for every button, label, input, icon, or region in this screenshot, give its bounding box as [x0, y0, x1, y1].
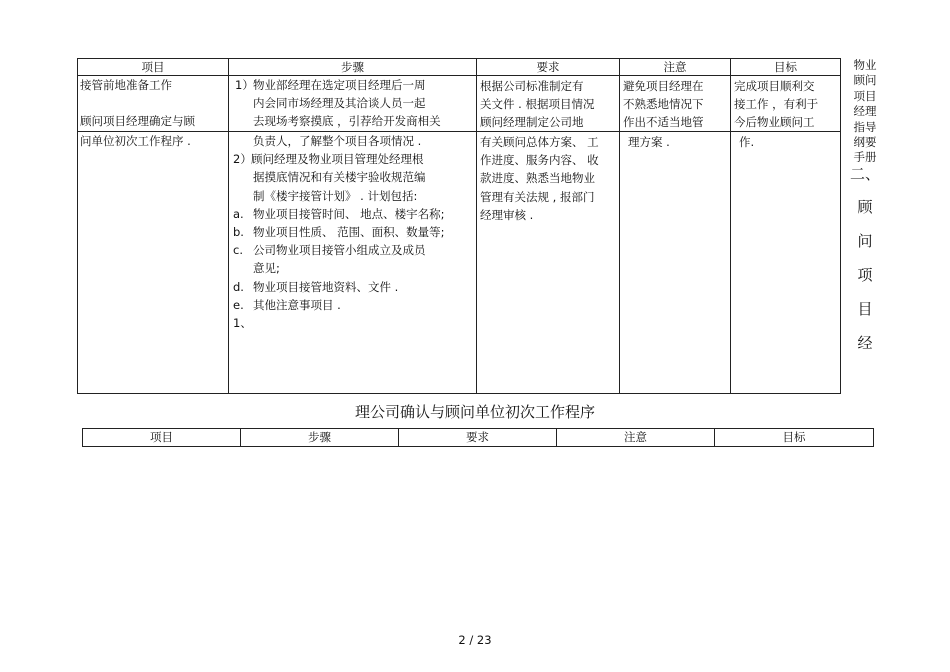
- requirement-line: 管理有关法规 , 报部门: [480, 189, 595, 204]
- requirement-line: 根据公司标准制定有: [480, 79, 584, 93]
- header-note: 注意: [620, 59, 731, 76]
- requirement-line: 有关顾问总体方案、 工: [480, 135, 599, 149]
- step-text: 去现场考察摸底 ，引荐给开发商相关: [253, 114, 441, 128]
- item-label: c.: [233, 243, 243, 258]
- item-label: d.: [233, 279, 244, 294]
- step-number: 1）: [235, 78, 254, 92]
- requirement-line: 款进度、熟悉当地物业: [480, 171, 595, 186]
- side-text-big: 目: [857, 300, 873, 318]
- step-text: 负责人，了解整个项目各项情况 .: [253, 134, 422, 148]
- header-requirement: 要求: [399, 429, 557, 447]
- section-caption: 理公司确认与顾问单位初次工作程序: [354, 403, 595, 421]
- steps-cell: [229, 132, 477, 394]
- item-text: 意见;: [253, 261, 280, 276]
- step-text: 物业部经理在选定项目经理后一周: [253, 78, 426, 92]
- requirement-line: 经理审核 .: [480, 207, 534, 222]
- header-project: 项目: [78, 59, 229, 76]
- side-text-big: 二、: [849, 165, 880, 183]
- header-steps: 步骤: [241, 429, 399, 447]
- table-header-row: [83, 429, 874, 447]
- requirement-line: 顾问经理制定公司地: [480, 115, 584, 129]
- note-line: 避免项目经理在: [623, 79, 704, 93]
- item-text: 物业项目性质、 范围、面积、数量等;: [253, 225, 445, 240]
- item-text: 物业项目接管时间、 地点、楼宇名称;: [253, 206, 445, 221]
- side-text: 指导: [853, 119, 877, 134]
- side-text: 经理: [853, 104, 877, 119]
- requirement-cell: [477, 132, 620, 394]
- project-cell: [78, 132, 229, 394]
- step-text: 据摸底情况和有关楼宇验收规范编: [253, 170, 426, 185]
- note-line: 不熟悉地情况下: [623, 97, 704, 111]
- table-row: [78, 76, 841, 132]
- side-text-big: 顾: [857, 198, 873, 216]
- side-text: 项目: [853, 88, 877, 103]
- procedure-table: [77, 58, 841, 394]
- header-steps: 步骤: [229, 59, 477, 76]
- project-line: 问单位初次工作程序 .: [80, 134, 191, 148]
- step-number: 2）: [233, 152, 252, 167]
- side-text: 物业: [853, 58, 877, 72]
- page-number: 2 / 23: [458, 633, 492, 647]
- item-text: 物业项目接管地资料、文件 .: [253, 279, 399, 294]
- note-line: 理方案 .: [628, 135, 670, 149]
- goal-cell: [731, 76, 841, 132]
- header-goal: 目标: [715, 429, 874, 447]
- note-cell: [620, 76, 731, 132]
- requirement-cell: [477, 76, 620, 132]
- table-row: [78, 132, 841, 394]
- side-text-big: 项: [857, 266, 873, 284]
- item-label: b.: [233, 225, 244, 240]
- procedure-table-2: [82, 428, 874, 447]
- side-text-big: 问: [857, 232, 873, 250]
- step-text: 内会同市场经理及其洽谈人员一起: [253, 96, 426, 110]
- side-title-small: [850, 58, 880, 166]
- header-goal: 目标: [731, 59, 841, 76]
- side-text: 纲要: [853, 135, 877, 150]
- step-text: 顾问经理及物业项目管理处经理根: [251, 152, 424, 167]
- item-label: e.: [233, 297, 244, 312]
- goal-cell: [731, 132, 841, 394]
- project-cell: [78, 76, 229, 132]
- side-text-big: 经: [857, 334, 873, 352]
- step-number: 1、: [233, 316, 252, 331]
- goal-line: 接工作 ，有利于: [734, 97, 819, 111]
- project-line: 接管前地准备工作: [80, 78, 172, 92]
- goal-line: 完成项目顺利交: [734, 79, 815, 93]
- requirement-line: 作进度、服务内容、 收: [480, 153, 599, 168]
- requirement-line: 关文件 . 根据项目情况: [480, 97, 595, 111]
- item-text: 公司物业项目接管小组成立及成员: [253, 243, 426, 258]
- step-text: 制《楼宇接管计划》 . 计划包括:: [253, 188, 418, 203]
- note-cell: [620, 132, 731, 394]
- item-text: 其他注意事项目 .: [253, 297, 341, 312]
- note-line: 作出不适当地管: [623, 115, 704, 129]
- header-project: 项目: [83, 429, 241, 447]
- goal-line: 今后物业顾问工: [734, 115, 815, 129]
- item-label: a.: [233, 206, 244, 221]
- goal-line: 作.: [739, 135, 755, 149]
- side-text: 顾问: [853, 73, 877, 88]
- header-requirement: 要求: [477, 59, 620, 76]
- project-line: 顾问项目经理确定与顾: [80, 114, 195, 128]
- side-text: 手册: [853, 150, 877, 165]
- steps-cell: [229, 76, 477, 132]
- header-note: 注意: [557, 429, 715, 447]
- table-header-row: [78, 59, 841, 76]
